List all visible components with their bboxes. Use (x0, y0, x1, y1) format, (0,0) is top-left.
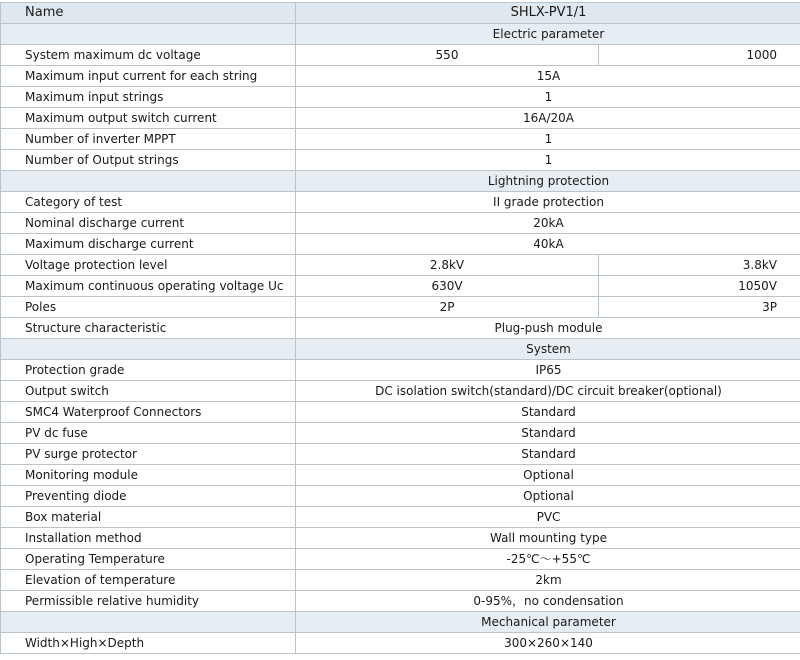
parameter-value: Standard (296, 402, 800, 423)
parameter-value: Standard (296, 444, 800, 465)
table-row (1, 381, 800, 402)
parameter-value: 300×260×140 (296, 633, 800, 654)
parameter-name: Maximum output switch current (1, 108, 296, 129)
table-row (1, 87, 800, 108)
parameter-name: PV dc fuse (1, 423, 296, 444)
section-title: Electric parameter (296, 24, 800, 45)
table-row (1, 528, 800, 549)
parameter-name: PV surge protector (1, 444, 296, 465)
parameter-value: -25℃～+55℃ (296, 549, 800, 570)
parameter-value: 1 (296, 87, 800, 108)
parameter-value: Optional (296, 465, 800, 486)
parameter-name: Structure characteristic (1, 318, 296, 339)
table-row (1, 402, 800, 423)
parameter-name: Output switch (1, 381, 296, 402)
parameter-value: IP65 (296, 360, 800, 381)
parameter-value: Plug-push module (296, 318, 800, 339)
table-row (1, 423, 800, 444)
parameter-value: 15A (296, 66, 800, 87)
parameter-value: II grade protection (296, 192, 800, 213)
section-spacer-cell (1, 171, 296, 192)
parameter-value: 1 (296, 150, 800, 171)
table-row (1, 444, 800, 465)
parameter-name: SMC4 Waterproof Connectors (1, 402, 296, 423)
parameter-value-right: 1000 (599, 45, 800, 66)
section-spacer-cell (1, 339, 296, 360)
parameter-value-right: 1050V (599, 276, 800, 297)
parameter-name: Category of test (1, 192, 296, 213)
section-title: Lightning protection (296, 171, 800, 192)
table-row (1, 507, 800, 528)
section-title: System (296, 339, 800, 360)
parameter-name: Protection grade (1, 360, 296, 381)
model-column-header: SHLX-PV1/1 (296, 3, 800, 24)
parameter-name: Number of inverter MPPT (1, 129, 296, 150)
table-row (1, 465, 800, 486)
section-row (1, 339, 800, 360)
parameter-value: 20kA (296, 213, 800, 234)
parameter-value-left: 2P (296, 297, 599, 318)
parameter-value: 2km (296, 570, 800, 591)
section-title: Mechanical parameter (296, 612, 800, 633)
parameter-name: Nominal discharge current (1, 213, 296, 234)
table-row (1, 192, 800, 213)
parameter-value: 16A/20A (296, 108, 800, 129)
parameter-value: PVC (296, 507, 800, 528)
table-row (1, 108, 800, 129)
table-row (1, 66, 800, 87)
parameter-value: 40kA (296, 234, 800, 255)
table-row (1, 297, 800, 318)
parameter-value-left: 630V (296, 276, 599, 297)
table-row (1, 591, 800, 612)
parameter-value: DC isolation switch(standard)/DC circuit breaker(optional) (296, 381, 800, 402)
section-row (1, 612, 800, 633)
parameter-value-right: 3P (599, 297, 800, 318)
parameter-value-left: 550 (296, 45, 599, 66)
section-row (1, 171, 800, 192)
parameter-name: Maximum input strings (1, 87, 296, 108)
parameter-value-left: 2.8kV (296, 255, 599, 276)
section-row (1, 24, 800, 45)
parameter-value: Wall mounting type (296, 528, 800, 549)
parameter-value: Optional (296, 486, 800, 507)
header-row (1, 3, 800, 24)
table-row (1, 234, 800, 255)
parameter-value: 0-95%，no condensation (296, 591, 800, 612)
table-row (1, 276, 800, 297)
parameter-name: Number of Output strings (1, 150, 296, 171)
name-column-header: Name (1, 3, 296, 24)
spec-table-body (1, 3, 800, 654)
table-row (1, 129, 800, 150)
parameter-value: Standard (296, 423, 800, 444)
spec-table (0, 2, 800, 654)
section-spacer-cell (1, 24, 296, 45)
parameter-name: Preventing diode (1, 486, 296, 507)
table-row (1, 633, 800, 654)
table-row (1, 318, 800, 339)
table-row (1, 360, 800, 381)
section-spacer-cell (1, 612, 296, 633)
table-row (1, 570, 800, 591)
parameter-name: System maximum dc voltage (1, 45, 296, 66)
table-row (1, 45, 800, 66)
parameter-value-right: 3.8kV (599, 255, 800, 276)
parameter-name: Poles (1, 297, 296, 318)
parameter-value: 1 (296, 129, 800, 150)
parameter-name: Permissible relative humidity (1, 591, 296, 612)
parameter-name: Operating Temperature (1, 549, 296, 570)
parameter-name: Width×High×Depth (1, 633, 296, 654)
parameter-name: Box material (1, 507, 296, 528)
table-row (1, 150, 800, 171)
table-row (1, 255, 800, 276)
parameter-name: Elevation of temperature (1, 570, 296, 591)
table-row (1, 486, 800, 507)
table-row (1, 213, 800, 234)
parameter-name: Maximum discharge current (1, 234, 296, 255)
parameter-name: Installation method (1, 528, 296, 549)
parameter-name: Maximum input current for each string (1, 66, 296, 87)
parameter-name: Maximum continuous operating voltage Uc (1, 276, 296, 297)
parameter-name: Voltage protection level (1, 255, 296, 276)
table-row (1, 549, 800, 570)
parameter-name: Monitoring module (1, 465, 296, 486)
